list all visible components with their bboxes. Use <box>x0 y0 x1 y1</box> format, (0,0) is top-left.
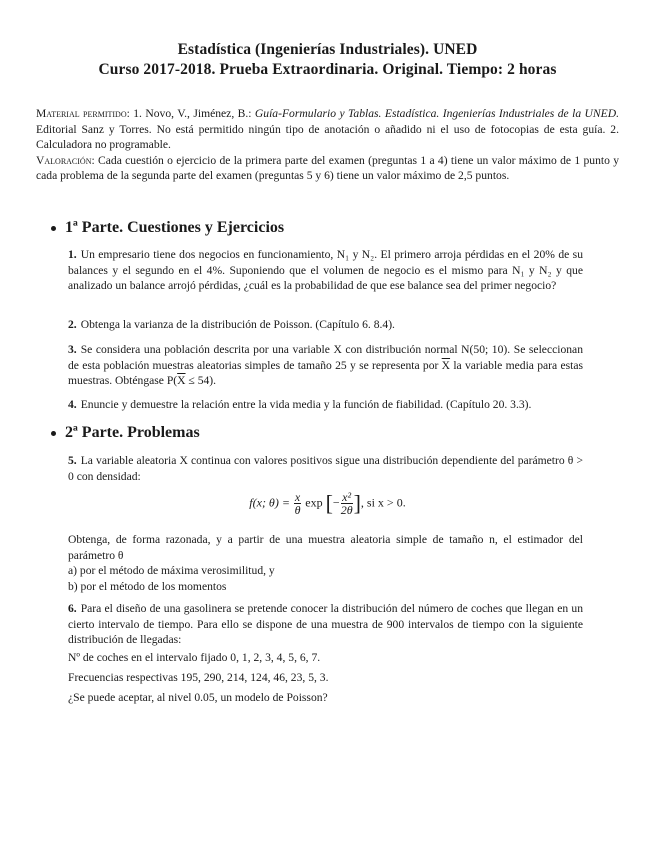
xbar-symbol: $\overline{X}$ <box>177 374 186 387</box>
bullet-icon <box>51 431 56 436</box>
density-formula: f(x; θ) = $\frac{x}{\theta}$ exp [− $\frac{\text{x²}}{2\theta}$ ], si x > 0. <box>249 490 406 517</box>
section-part2-title: 2ª Parte. Problemas <box>65 424 200 441</box>
right-bracket: ] <box>353 490 361 516</box>
material-label: Material permitido: <box>36 107 130 120</box>
question-text-a: Se considera una población descrita por una variable X con distribución normal N(50; 10). Se seleccionan de esta población muestras aleatorias simples de tamaño 25 y se representa por <box>68 343 583 372</box>
material-book: Guía-Formulario y Tablas. Estadística. Ingenierías Industriales de la UNED. <box>254 107 619 120</box>
question-4 <box>68 397 583 413</box>
task-b: b) por el método de los momentos <box>68 579 227 593</box>
valoracion-label: Valoración: <box>36 153 95 167</box>
exam-title: Estadística (Ingenierías Industriales). UNED <box>177 41 478 58</box>
formula-inner-num: x² <box>342 490 352 504</box>
question-5-tasks <box>68 532 583 594</box>
question-text: Obtenga la varianza de la distribución de Poisson. (Capítulo 6. 8.4). <box>80 318 395 331</box>
question-5 <box>68 453 583 484</box>
valoracion-paragraph <box>36 153 619 184</box>
section-part1-heading <box>51 219 284 237</box>
formula-frac-num: x <box>294 490 301 504</box>
formula-inner-fraction <box>341 491 353 516</box>
q6-line-2: Frecuencias respectivas 195, 290, 214, 124, 46, 23, 5, 3. <box>68 671 329 684</box>
question-number: 1. <box>68 248 77 261</box>
bullet-icon <box>51 226 56 231</box>
formula-frac-den: θ <box>294 503 301 517</box>
question-number: 3. <box>68 343 77 356</box>
question-6 <box>68 601 583 648</box>
question-3 <box>68 342 583 389</box>
material-text-a: 1. Novo, V., Jiménez, B.: <box>129 107 255 120</box>
question-text: La variable aleatoria X continua con valores positivos sigue una distribución dependiente del parámetro θ > 0 con densidad: <box>68 454 583 483</box>
q6-line-1: Nº de coches en el intervalo fijado 0, 1, 2, 3, 4, 5, 6, 7. <box>68 651 321 664</box>
question-text-c: ≤ 54). <box>185 374 217 387</box>
valoracion-text: Cada cuestión o ejercicio de la primera parte del examen (preguntas 1 a 4) tiene un valor máximo de 1 punto y cada problema de la segunda parte del examen (preguntas 5 y 6) tiene un valor máximo de 2,5 puntos. <box>36 153 619 182</box>
formula-condition: , si x > 0. <box>360 495 406 510</box>
formula-inner-den: 2θ <box>340 503 353 517</box>
material-paragraph <box>36 106 619 153</box>
formula-lhs: f(x; θ) = <box>249 495 293 510</box>
section-part1-title: 1ª Parte. Cuestiones y Ejercicios <box>65 219 285 236</box>
formula-exp: exp <box>302 495 326 510</box>
question-text-2: Obtenga, de forma razonada, y a partir de una muestra aleatoria simple de tamaño n, el estimador del parámetro θ <box>68 533 583 562</box>
question-number: 5. <box>68 454 77 467</box>
question-number: 2. <box>68 318 77 331</box>
question-text-b: la variable media para estas muestras. Obténgase P( <box>68 358 583 387</box>
left-bracket: [ <box>325 490 333 516</box>
question-2 <box>68 317 583 333</box>
q6-line-3: ¿Se puede aceptar, al nivel 0.05, un modelo de Poisson? <box>68 691 328 704</box>
formula-fraction <box>294 491 301 516</box>
question-number: 6. <box>68 602 77 615</box>
exam-subtitle: Curso 2017-2018. Prueba Extraordinaria. Original. Tiempo: 2 horas <box>98 61 557 78</box>
material-text-b: Editorial Sanz y Torres. No está permitido ningún tipo de anotación o añadido ni el uso de fotocopias de esta guía. 2. Calculadora no programable. <box>36 122 619 151</box>
question-number: 4. <box>68 398 77 411</box>
section-part2-heading <box>51 424 200 442</box>
intro-block <box>36 106 619 184</box>
xbar-symbol: $\overline{X}$ <box>441 358 451 372</box>
question-1 <box>68 247 583 294</box>
question-text: Para el diseño de una gasolinera se pretende conocer la distribución del número de coches que llegan en un cierto intervalo de tiempo. Para ello se dispone de una muestra de 900 intervalos de tiempo con la siguiente distribución de llegadas: <box>68 602 583 646</box>
question-text: Un empresario tiene dos negocios en funcionamiento, N₁ y N₂. El primero arroja pérdidas en el 20% de su balances y el segundo en el 4%. Suponiendo que el volumen de negocio es el mismo para N₁ y N₂ y que analizado un balance arrojó pérdidas, ¿cuál es la probabilidad de que ese balance sea del primer negocio? <box>68 248 583 292</box>
question-text: Enuncie y demuestre la relación entre la vida media y la función de fiabilidad. (Capítulo 20. 3.3). <box>80 398 532 411</box>
task-a: a) por el método de máxima verosimilitud, y <box>68 564 275 577</box>
